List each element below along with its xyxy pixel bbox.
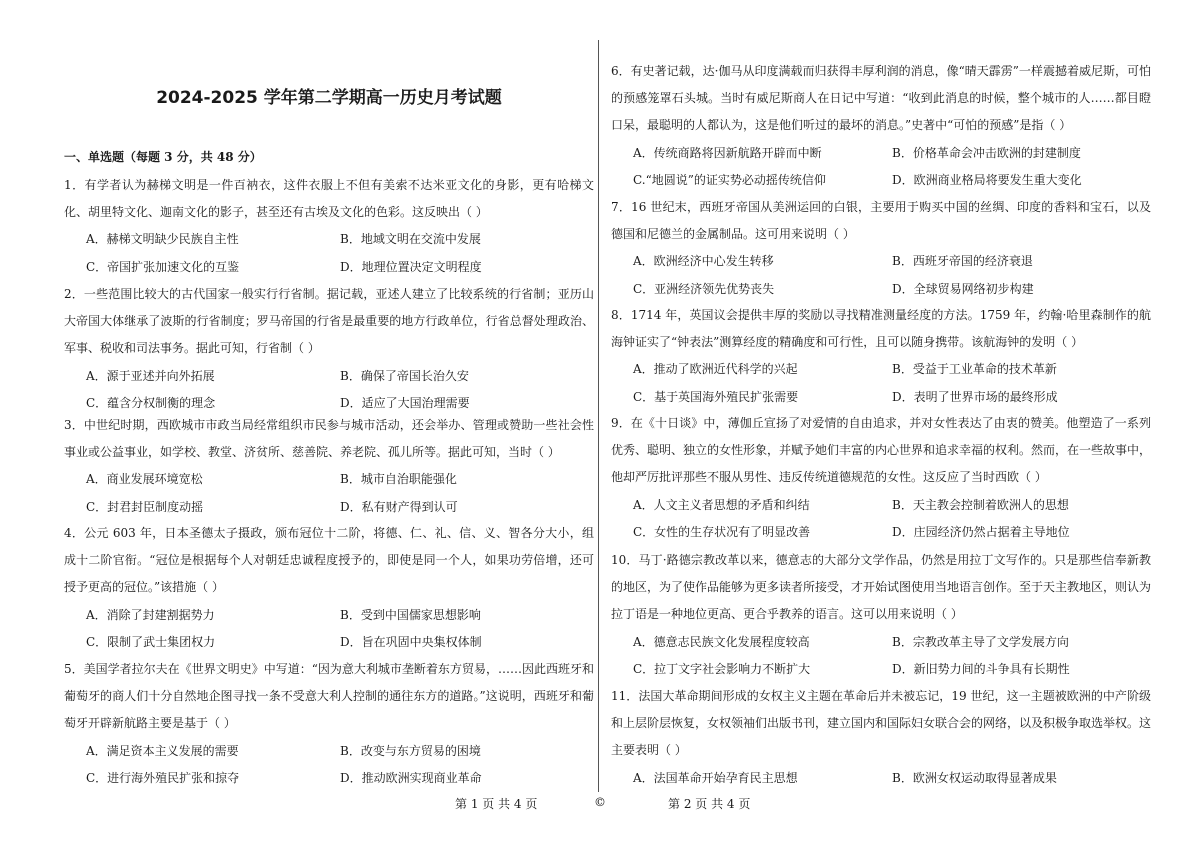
- option-d[interactable]: D．旨在巩固中央集权体制: [340, 634, 482, 649]
- question-3: [64, 412, 594, 521]
- option-b[interactable]: B．宗教改革主导了文学发展方向: [892, 634, 1069, 649]
- option-c[interactable]: C．蕴含分权制衡的理念: [86, 395, 216, 410]
- option-c[interactable]: C．帝国扩张加速文化的互鉴: [86, 259, 240, 274]
- option-d[interactable]: D．推动欧洲实现商业革命: [340, 770, 482, 785]
- option-b[interactable]: B．改变与东方贸易的困境: [340, 743, 481, 758]
- question-stem: 11．法国大革命期间形成的女权主义主题在革命后并未被忘记，19 世纪，这一主题被欧洲的中产阶级和上层阶层恢复，女权领袖们出版书刊，建立国内和国际妇女联合会的网络，以及积极争取选举权。这主要表明（ ）: [611, 689, 1152, 758]
- question-10: [611, 547, 1151, 683]
- question-stem: 10．马丁·路德宗教改革以来，德意志的大部分文学作品，仍然是用拉丁文写作的。只是那些信奉新教的地区，为了使作品能够为更多读者所接受，才开始试图使用当地语言创作。至于天主教地区，则认为拉丁语是一种地位更高、更合乎教养的语言。这可以用来说明（ ）: [611, 553, 1152, 622]
- question-6: [611, 58, 1151, 194]
- option-c[interactable]: C．基于英国海外殖民扩张需要: [633, 389, 799, 404]
- question-stem: 1．有学者认为赫梯文明是一件百衲衣，这件衣服上不但有美索不达米亚文化的身影，更有哈梯文化、胡里特文化、迦南文化的影子，甚至还有古埃及文化的色彩。这反映出（ ）: [64, 178, 594, 220]
- option-a[interactable]: A．消除了封建割据势力: [86, 607, 215, 622]
- question-8: [611, 302, 1151, 411]
- question-4: [64, 520, 594, 656]
- question-1: [64, 172, 594, 281]
- question-stem: 3．中世纪时期，西欧城市市政当局经常组织市民参与城市活动，还会举办、管理或赞助一些社会性事业或公益事业，如学校、教堂、济贫所、慈善院、养老院、孤儿所等。据此可知，当时（ ）: [64, 418, 594, 460]
- option-d[interactable]: D．私有财产得到认可: [340, 499, 458, 514]
- page-number-left: 第 1 页 共 4 页: [455, 797, 538, 811]
- option-a[interactable]: A．德意志民族文化发展程度较高: [633, 634, 810, 649]
- option-a[interactable]: A．赫梯文明缺少民族自主性: [86, 232, 239, 247]
- option-c[interactable]: C．进行海外殖民扩张和掠夺: [86, 770, 240, 785]
- option-a[interactable]: A．人文主义者思想的矛盾和纠结: [633, 497, 810, 512]
- option-d[interactable]: D．表明了世界市场的最终形成: [892, 389, 1058, 404]
- question-stem: 4．公元 603 年，日本圣德太子摄政，颁布冠位十二阶，将德、仁、礼、信、义、智各分大小，组成十二阶官衔。“冠位是根据每个人对朝廷忠诚程度授予的，即使是同一个人，如果功劳倍增，还可授予更高的冠位。”该措施（ ）: [64, 526, 594, 595]
- option-c[interactable]: C．女性的生存状况有了明显改善: [633, 524, 811, 539]
- option-d[interactable]: D．全球贸易网络初步构建: [892, 281, 1034, 296]
- option-b[interactable]: B．天主教会控制着欧洲人的思想: [892, 497, 1069, 512]
- option-d[interactable]: D．欧洲商业格局将要发生重大变化: [892, 172, 1082, 187]
- question-stem: 9．在《十日谈》中，薄伽丘宣扬了对爱情的自由追求，并对女性表达了由衷的赞美。他塑造了一系列优秀、聪明、独立的女性形象，并赋予她们丰富的内心世界和追求幸福的权利。然而，在一些故事中，他却严厉批评那些不服从男性、违反传统道德规范的女性。这反应了当时西欧（ ）: [611, 416, 1152, 485]
- option-c[interactable]: C.“地圆说”的证实势必动摇传统信仰: [633, 172, 826, 187]
- option-b[interactable]: B．地域文明在交流中发展: [340, 232, 481, 247]
- option-a[interactable]: A．商业发展环境宽松: [86, 472, 203, 487]
- question-stem: 6．有史著记载，达·伽马从印度满载而归获得丰厚利润的消息，像“晴天霹雳”一样震撼着威尼斯，可怕的预感笼罩石头城。当时有威尼斯商人在日记中写道：“收到此消息的时候，整个城市的人……都目瞪口呆，最聪明的人都认为，这是他们听过的最坏的消息。”史著中“可怕的预感”是指（ ）: [611, 64, 1151, 133]
- question-stem: 8．1714 年，英国议会提供丰厚的奖励以寻找精准测量经度的方法。1759 年，约翰·哈里森制作的航海钟证实了“钟表法”测算经度的精确度和可行性，且可以随身携带。该航海钟的发明（ ）: [611, 308, 1151, 350]
- option-c[interactable]: C．封君封臣制度动摇: [86, 499, 204, 514]
- option-d[interactable]: D．新旧势力间的斗争具有长期性: [892, 661, 1070, 676]
- exam-title: 2024-2025 学年第二学期高一历史月考试题: [156, 88, 502, 108]
- question-stem: 2．一些范围比较大的古代国家一般实行行省制。据记载，亚述人建立了比较系统的行省制；亚历山大帝国大体继承了波斯的行省制度；罗马帝国的行省是最重要的地方行政单位，行省总督处理政治、军事、税收和司法事务。据此可知，行省制（ ）: [64, 287, 594, 356]
- question-11: [611, 683, 1151, 792]
- question-9: [611, 410, 1151, 546]
- copyright-icon: ©: [594, 795, 606, 809]
- option-b[interactable]: B．欧洲女权运动取得显著成果: [892, 770, 1057, 785]
- option-d[interactable]: D．适应了大国治理需要: [340, 395, 470, 410]
- option-b[interactable]: B．西班牙帝国的经济衰退: [892, 254, 1033, 269]
- option-d[interactable]: D．地理位置决定文明程度: [340, 259, 482, 274]
- option-a[interactable]: A．源于亚述并向外拓展: [86, 368, 215, 383]
- question-7: [611, 194, 1151, 303]
- option-b[interactable]: B．受到中国儒家思想影响: [340, 607, 481, 622]
- option-d[interactable]: D．庄园经济仍然占据着主导地位: [892, 524, 1070, 539]
- page-number-right: 第 2 页 共 4 页: [668, 797, 751, 811]
- option-a[interactable]: A．满足资本主义发展的需要: [86, 743, 239, 758]
- option-a[interactable]: A．欧洲经济中心发生转移: [633, 254, 774, 269]
- option-b[interactable]: B．城市自治职能强化: [340, 472, 457, 487]
- option-c[interactable]: C．限制了武士集团权力: [86, 634, 216, 649]
- option-b[interactable]: B．确保了帝国长治久安: [340, 368, 469, 383]
- option-b[interactable]: B．价格革命会冲击欧洲的封建制度: [892, 145, 1081, 160]
- option-a[interactable]: A．推动了欧洲近代科学的兴起: [633, 362, 798, 377]
- option-a[interactable]: A．法国革命开始孕育民主思想: [633, 770, 798, 785]
- section-heading: 一、单选题（每题 3 分，共 48 分）: [64, 150, 262, 164]
- question-2: [64, 281, 594, 417]
- option-c[interactable]: C．亚洲经济领先优势丧失: [633, 281, 775, 296]
- question-stem: 5．美国学者拉尔夫在《世界文明史》中写道：“因为意大利城市垄断着东方贸易，……因此西班牙和葡萄牙的商人们十分自然地企图寻找一条不受意大利人控制的通往东方的道路。”这说明，西班牙和葡萄牙开辟新航路主要是基于（ ）: [64, 662, 594, 731]
- question-stem: 7．16 世纪末，西班牙帝国从美洲运回的白银，主要用于购买中国的丝绸、印度的香料和宝石，以及德国和尼德兰的金属制品。这可用来说明（ ）: [611, 200, 1151, 242]
- question-5: [64, 656, 594, 792]
- option-a[interactable]: A．传统商路将因新航路开辟而中断: [633, 145, 822, 160]
- option-c[interactable]: C．拉丁文字社会影响力不断扩大: [633, 661, 811, 676]
- column-divider: [598, 40, 599, 792]
- option-b[interactable]: B．受益于工业革命的技术革新: [892, 362, 1057, 377]
